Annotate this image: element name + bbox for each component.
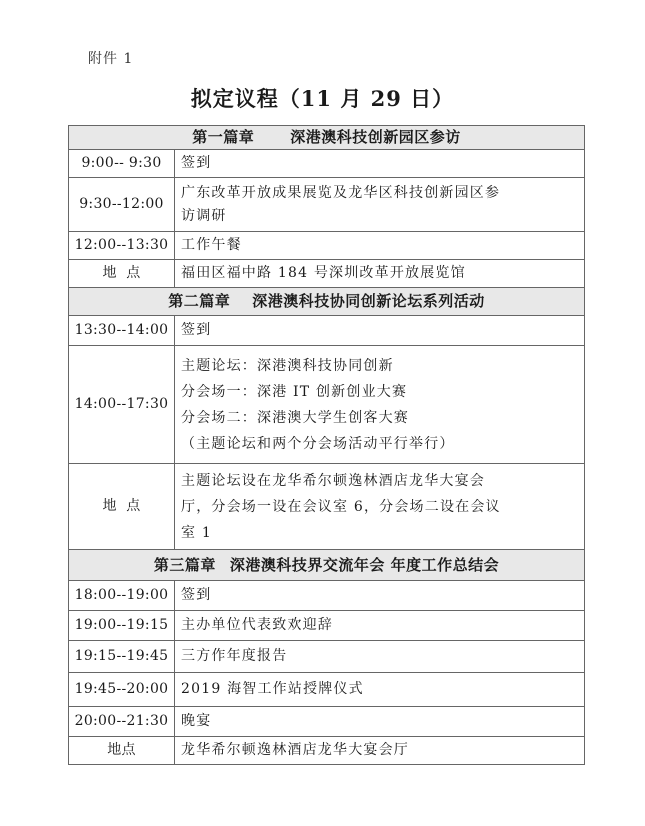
content-cell <box>175 316 585 346</box>
section-header-row <box>69 550 585 581</box>
time-cell: 12:00--13:30 <box>69 232 175 260</box>
section-header <box>69 288 585 316</box>
content-cell <box>175 641 585 673</box>
content-line: 分会场二：深港澳大学生创客大赛 <box>181 409 409 426</box>
table-row <box>69 707 585 737</box>
time-cell: 19:15--19:45 <box>69 641 175 673</box>
content-cell <box>175 611 585 641</box>
time-cell: 9:00-- 9:30 <box>69 150 175 178</box>
content-cell <box>175 346 585 464</box>
content-line: 签到 <box>181 155 212 171</box>
table-row <box>69 232 585 260</box>
time-cell: 19:00--19:15 <box>69 611 175 641</box>
location-label-cell: 地 点 <box>69 260 175 288</box>
content-line: 福田区福中路 184 号深圳改革开放展览馆 <box>181 265 466 281</box>
table-row <box>69 316 585 346</box>
content-line: （主题论坛和两个分会场活动平行举行） <box>181 435 455 452</box>
section-header-row <box>69 126 585 150</box>
content-cell <box>175 707 585 737</box>
agenda-table <box>68 125 585 765</box>
content-line: 主办单位代表致欢迎辞 <box>181 617 333 633</box>
time-cell: 20:00--21:30 <box>69 707 175 737</box>
table-row <box>69 346 585 464</box>
content-cell <box>175 150 585 178</box>
content-line: 晚宴 <box>181 713 212 729</box>
content-cell <box>175 464 585 550</box>
table-row <box>69 737 585 765</box>
content-line: 三方作年度报告 <box>181 648 288 664</box>
content-line: 广东改革开放成果展览及龙华区科技创新园区参 <box>181 184 501 201</box>
section-chapter: 第三篇章 <box>153 555 216 574</box>
content-line: 主题论坛设在龙华希尔顿逸林酒店龙华大宴会 <box>181 472 485 489</box>
section-chapter: 第一篇章 <box>192 128 255 146</box>
attachment-label: 附件 1 <box>88 51 134 67</box>
content-line: 签到 <box>181 322 212 338</box>
section-chapter: 第二篇章 <box>168 292 231 310</box>
content-cell <box>175 737 585 765</box>
time-cell: 18:00--19:00 <box>69 581 175 611</box>
table-row <box>69 260 585 288</box>
table-row <box>69 641 585 673</box>
section-heading: 深港澳科技协同创新论坛系列活动 <box>252 292 485 310</box>
time-cell: 19:45--20:00 <box>69 673 175 707</box>
content-line: 主题论坛：深港澳科技协同创新 <box>181 357 394 374</box>
time-cell: 14:00--17:30 <box>69 346 175 464</box>
content-cell <box>175 232 585 260</box>
content-line: 签到 <box>181 587 212 603</box>
time-cell: 13:30--14:00 <box>69 316 175 346</box>
content-cell <box>175 178 585 232</box>
table-row <box>69 581 585 611</box>
time-cell: 9:30--12:00 <box>69 178 175 232</box>
table-row <box>69 178 585 232</box>
location-label-cell: 地 点 <box>69 464 175 550</box>
section-heading: 深港澳科技界交流年会 年度工作总结会 <box>229 555 500 574</box>
content-line: 龙华希尔顿逸林酒店龙华大宴会厅 <box>181 742 409 758</box>
content-line: 2019 海智工作站授牌仪式 <box>181 681 364 697</box>
table-row <box>69 150 585 178</box>
content-cell <box>175 581 585 611</box>
section-header <box>69 126 585 150</box>
table-row <box>69 464 585 550</box>
section-header-row <box>69 288 585 316</box>
content-cell <box>175 260 585 288</box>
table-row <box>69 611 585 641</box>
content-line: 访调研 <box>181 207 227 224</box>
content-line: 工作午餐 <box>181 237 242 253</box>
content-cell <box>175 673 585 707</box>
content-line: 分会场一：深港 IT 创新创业大赛 <box>181 383 408 400</box>
location-label-cell: 地点 <box>69 737 175 765</box>
content-line: 厅，分会场一设在会议室 6，分会场二设在会议 <box>181 498 501 515</box>
table-row <box>69 673 585 707</box>
content-line: 室 1 <box>181 524 212 541</box>
section-heading: 深港澳科技创新园区参访 <box>290 128 461 146</box>
section-header <box>69 550 585 581</box>
page-title: 拟定议程（11 月 29 日） <box>190 86 455 111</box>
